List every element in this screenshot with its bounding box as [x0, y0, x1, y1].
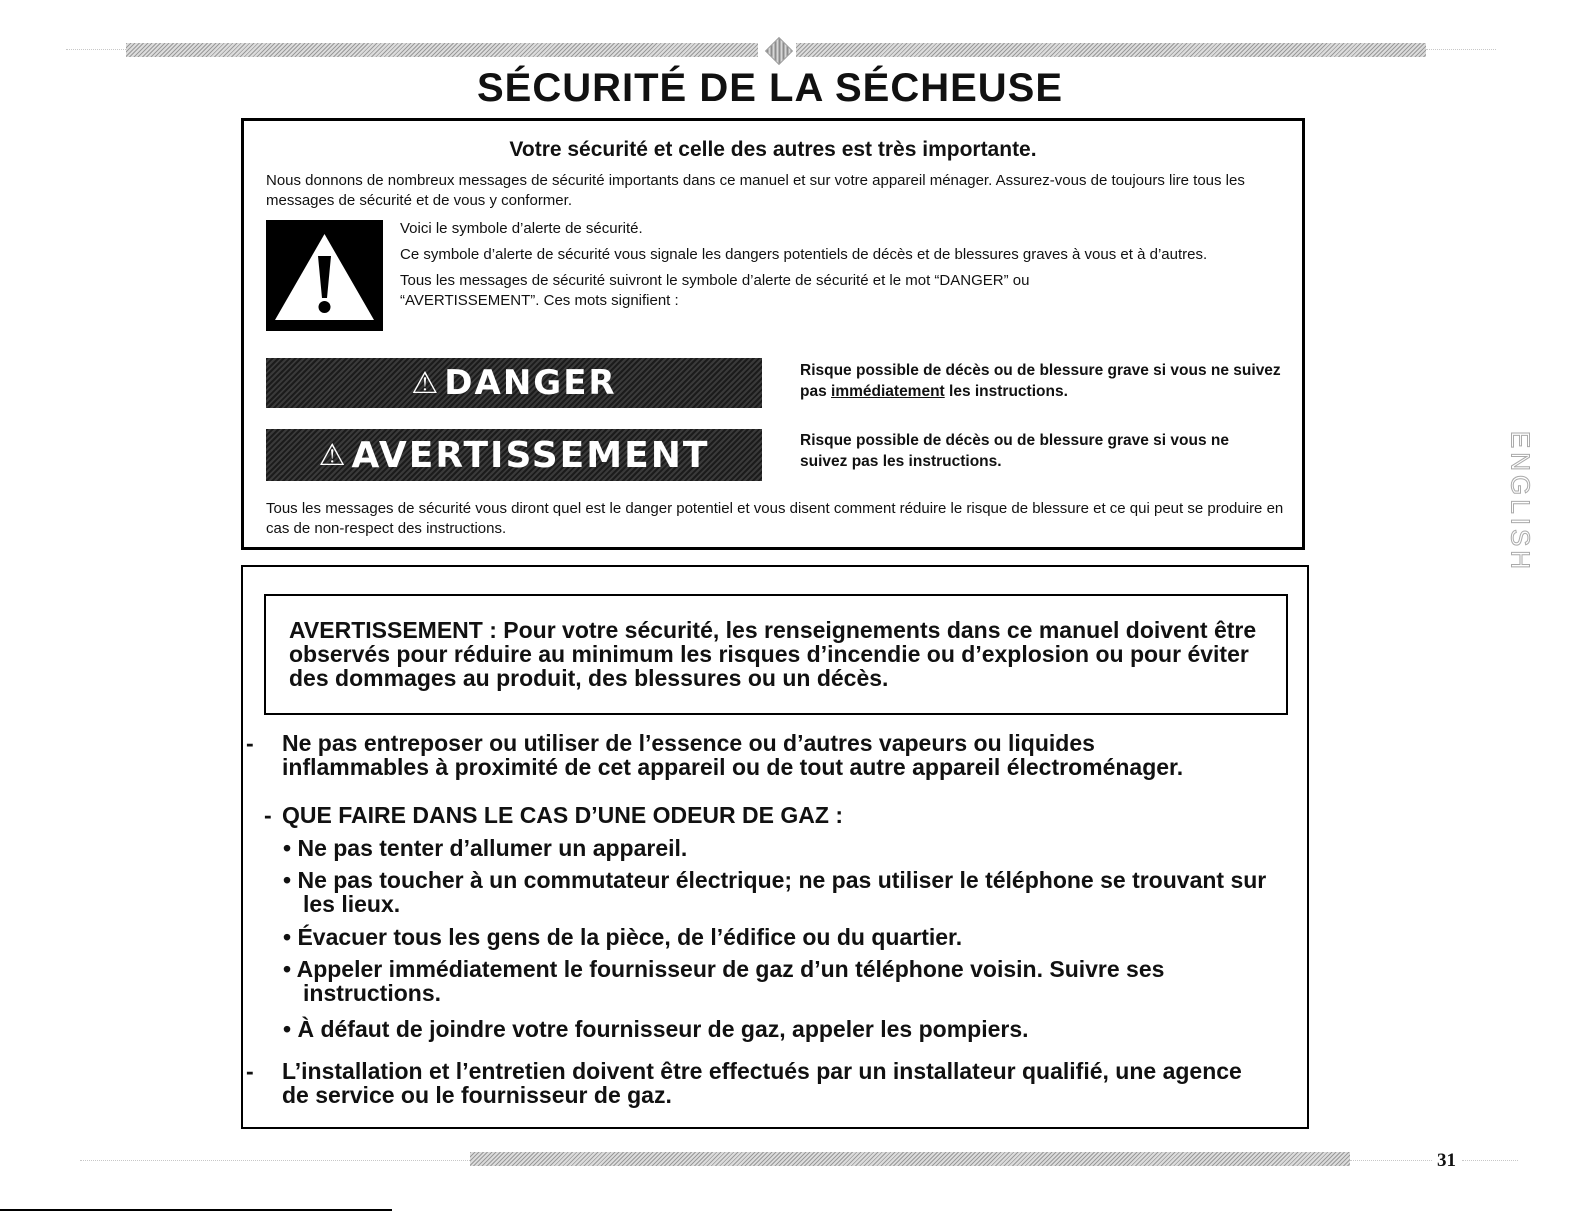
gas-odor-heading: - QUE FAIRE DANS LE CAS D’UNE ODEUR DE GAZ :: [264, 802, 843, 828]
instruction-item: - L’installation et l’entretien doivent être effectués par un installateur qualifié, une agence de service ou le fournisseur de gaz.: [246, 1058, 1242, 1108]
ornament-diamond: [765, 37, 793, 65]
page-number: 31: [1437, 1150, 1456, 1171]
warning-definition: Risque possible de décès ou de blessure grave si vous ne suivez pas les instructions.: [800, 432, 1229, 470]
safety-heading: Votre sécurité et celle des autres est très importante.: [509, 138, 1037, 161]
gas-odor-heading-text: QUE FAIRE DANS LE CAS D’UNE ODEUR DE GAZ :: [282, 802, 843, 828]
danger-definition: [800, 360, 1300, 402]
top-rule-right: [796, 43, 1426, 57]
warning-statement: AVERTISSEMENT : Pour votre sécurité, les renseignements dans ce manuel doivent être observés pour réduire au minimum les risques d’incendie ou d’explosion ou pour éviter des dommages au produit, des blessures ou un décès.: [289, 617, 1257, 691]
language-side-tab-label: ENGLISH: [1505, 430, 1536, 574]
bottom-rule-dotted-end: [1462, 1160, 1518, 1161]
gas-warning-box: [241, 565, 1309, 1129]
safety-alert-icon: [266, 220, 383, 331]
symbol-line-3: Tous les messages de sécurité suivront le symbole d’alerte de sécurité et le mot “DANGER” ou “AVERTISSEMENT”. Ces mots signifient :: [400, 272, 1030, 309]
symbol-line-1: Voici le symbole d’alerte de sécurité.: [400, 220, 643, 237]
warning-triangle-icon: ⚠: [318, 437, 348, 473]
symbol-description: [400, 219, 1280, 317]
danger-banner: [266, 358, 762, 408]
bullet-item: • Ne pas toucher à un commutateur électrique; ne pas utiliser le téléphone se trouvant sur les lieux.: [283, 867, 1267, 917]
bottom-rule: [470, 1152, 1350, 1166]
danger-def-text: Risque possible de décès ou de blessure grave si vous ne suivez pas: [800, 362, 1281, 400]
instruction-text: Ne pas entreposer ou utiliser de l’essence ou d’autres vapeurs ou liquides inflammables à proximité de cet appareil ou de tout autre appareil électroménager.: [282, 730, 1184, 780]
bullet-text: Évacuer tous les gens de la pièce, de l’édifice ou du quartier.: [297, 924, 963, 950]
bullet-item: • À défaut de joindre votre fournisseur de gaz, appeler les pompiers.: [283, 1016, 1029, 1042]
symbol-line-2: Ce symbole d’alerte de sécurité vous signale les dangers potentiels de décès et de blessures graves à vous et à d’autres.: [400, 246, 1208, 263]
scan-edge-line: [0, 1209, 392, 1211]
bottom-rule-dotted-right: [1350, 1160, 1432, 1161]
bullet-item: • Ne pas tenter d’allumer un appareil.: [283, 835, 688, 861]
warning-banner: [266, 429, 762, 481]
top-rule-left: [126, 43, 758, 57]
danger-def-underlined: immédiatement: [831, 383, 945, 400]
instruction-text: L’installation et l’entretien doivent être effectués par un installateur qualifié, une agence de service ou le fournisseur de gaz.: [282, 1058, 1242, 1108]
safety-intro: Nous donnons de nombreux messages de sécurité importants dans ce manuel et sur votre appareil ménager. Assurez-vous de toujours lire tous les messages de sécurité et de vous y conformer.: [266, 172, 1245, 209]
safety-outro: Tous les messages de sécurité vous diront quel est le danger potentiel et vous disent comment réduire le risque de blessure et ce qui peut se produire en cas de non-respect des instructions.: [266, 500, 1284, 537]
top-rule-dotted-right: [1426, 49, 1496, 50]
danger-def-text-end: les instructions.: [944, 383, 1068, 400]
bullet-item: • Appeler immédiatement le fournisseur de gaz d’un téléphone voisin. Suivre ses instructions.: [283, 956, 1165, 1006]
instruction-item: - Ne pas entreposer ou utiliser de l’essence ou d’autres vapeurs ou liquides inflammables à proximité de cet appareil ou de tout autre appareil électroménager.: [246, 730, 1184, 780]
bullet-text: Ne pas tenter d’allumer un appareil.: [297, 835, 688, 861]
danger-label: DANGER: [444, 363, 617, 403]
safety-info-box: [241, 118, 1305, 550]
bullet-text: Appeler immédiatement le fournisseur de gaz d’un téléphone voisin. Suivre ses instructions.: [296, 956, 1165, 1006]
top-rule-dotted-left: [66, 49, 126, 50]
bottom-rule-dotted-left: [80, 1160, 470, 1161]
warning-statement-box: [264, 594, 1288, 715]
bullet-item: • Évacuer tous les gens de la pièce, de l’édifice ou du quartier.: [283, 924, 963, 950]
page-title: SÉCURITÉ DE LA SÉCHEUSE: [476, 66, 1064, 110]
bullet-text: À défaut de joindre votre fournisseur de gaz, appeler les pompiers.: [297, 1016, 1029, 1042]
language-side-tab: [1505, 430, 1536, 574]
warning-triangle-icon: ⚠: [411, 365, 441, 401]
warning-label: AVERTISSEMENT: [351, 434, 710, 476]
bullet-text: Ne pas toucher à un commutateur électrique; ne pas utiliser le téléphone se trouvant sur les lieux.: [297, 867, 1267, 917]
